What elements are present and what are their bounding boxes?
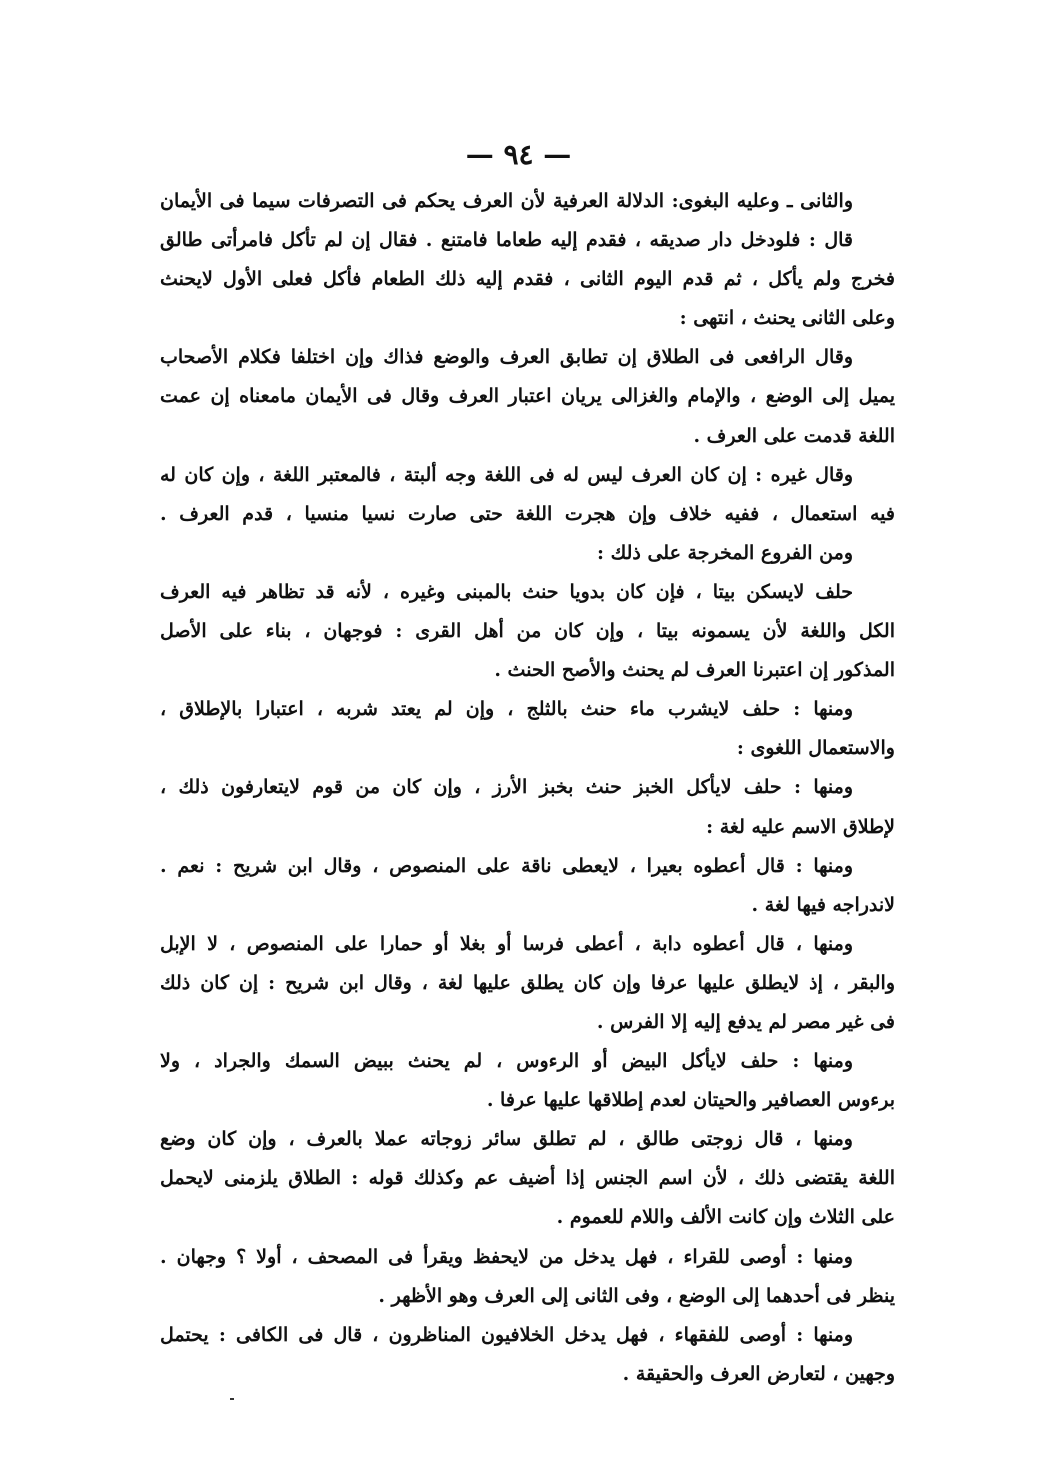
text-line: وقال الرافعى فى الطلاق إن تطابق العرف والوضع فذاك وإن اختلفا فكلام الأصحاب: [160, 346, 853, 369]
text-line: ومنها ، قال أعطوه دابة ، أعطى فرسا أو بغلا أو حمارا على المنصوص ، لا الإبل: [160, 932, 853, 955]
text-line: المذكور إن اعتبرنا العرف لم يحنث والأصح الحنث .: [494, 659, 895, 682]
text-line: والاستعمال اللغوى :: [736, 737, 895, 760]
text-line: لإطلاق الاسم عليه لغة :: [706, 815, 895, 838]
text-line: برءوس العصافير والحيتان لعدم إطلاقها عليها عرفا .: [486, 1089, 895, 1112]
text-line: وجهين ، لتعارض العرف والحقيقة .: [622, 1362, 895, 1385]
text-line: يميل إلى الوضع ، والإمام والغزالى يريان اعتبار العرف وقال فى الأيمان مامعناه إن عمت: [160, 385, 895, 408]
text-line: ومنها : أوصى للقراء ، فهل يدخل من لايحفظ ويقرأ فى المصحف ، أولا ؟ وجهان .: [160, 1245, 853, 1268]
text-line: ومنها : قال أعطوه بعيرا ، لايعطى ناقة على المنصوص ، وقال ابن شريح : نعم .: [160, 854, 853, 877]
text-line: قال : فلودخل دار صديقه ، فقدم إليه طعاما فامتنع . فقال إن لم تأكل فامرأتى طالق: [160, 229, 853, 252]
text-line: اللغة يقتضى ذلك ، لأن اسم الجنس إذا أضيف عم وكذلك قوله : الطلاق يلزمنى لايحمل: [160, 1167, 895, 1190]
text-line: وعلى الثانى يحنث ، انتهى :: [679, 307, 895, 330]
text-line: لاندراجه فيها لغة .: [751, 893, 895, 916]
text-line: ومنها : أوصى للفقهاء ، فهل يدخل الخلافيون المناظرون ، قال فى الكافى : يحتمل: [160, 1323, 853, 1346]
page-number: — ٩٤ —: [465, 138, 572, 171]
text-line: على الثلاث وإن كانت الألف واللام للعموم .: [556, 1206, 895, 1229]
text-line: ومن الفروع المخرجة على ذلك :: [596, 541, 853, 564]
body-text: [160, 182, 895, 1394]
text-line: حلف لايسكن بيتا ، فإن كان بدويا حنث بالمبنى وغيره ، لأنه قد تظاهر فيه العرف: [160, 580, 853, 603]
text-line: ومنها : حلف لايشرب ماء حنث بالثلج ، وإن لم يعتد شربه ، اعتبارا بالإطلاق ،: [160, 698, 853, 721]
text-line: فيه استعمال ، ففيه خلاف وإن هجرت اللغة حتى صارت نسيا منسيا ، قدم العرف .: [160, 502, 895, 525]
text-line: ومنها : حلف لايأكل البيض أو الرءوس ، لم يحنث ببيض السمك والجراد ، ولا: [160, 1050, 853, 1073]
text-line: فى غير مصر لم يدفع إليه إلا الفرس .: [596, 1010, 895, 1033]
text-line: والبقر ، إذ لايطلق عليها عرفا وإن كان يطلق عليها لغة ، وقال ابن شريح : إن كان ذلك: [160, 971, 895, 994]
text-line: اللغة قدمت على العرف .: [693, 424, 895, 447]
text-line: وقال غيره : إن كان العرف ليس له فى اللغة وجه ألبتة ، فالمعتبر اللغة ، وإن كان له: [160, 463, 853, 486]
text-line: ومنها ، قال زوجتى طالق ، لم تطلق سائر زوجاته عملا بالعرف ، وإن كان وضع: [160, 1128, 853, 1151]
text-line: ومنها : حلف لايأكل الخبز حنث بخبز الأرز ، وإن كان من قوم لايتعارفون ذلك ،: [160, 776, 853, 799]
text-line: والثانى ـ وعليه البغوى: الدلالة العرفية لأن العرف يحكم فى التصرفات سيما فى الأيمان: [160, 190, 853, 212]
text-line: فخرج ولم يأكل ، ثم قدم اليوم الثانى ، فقدم إليه ذلك الطعام فأكل فعلى الأول لايحنث: [160, 268, 895, 291]
text-line: الكل واللغة لأن يسمونه بيتا ، وإن كان من أهل القرى : فوجهان ، بناء على الأصل: [160, 620, 895, 643]
text-line: ينظر فى أحدهما إلى الوضع ، وفى الثانى إلى العرف وهو الأظهر .: [378, 1284, 895, 1307]
stray-ink-mark: [230, 1398, 234, 1400]
